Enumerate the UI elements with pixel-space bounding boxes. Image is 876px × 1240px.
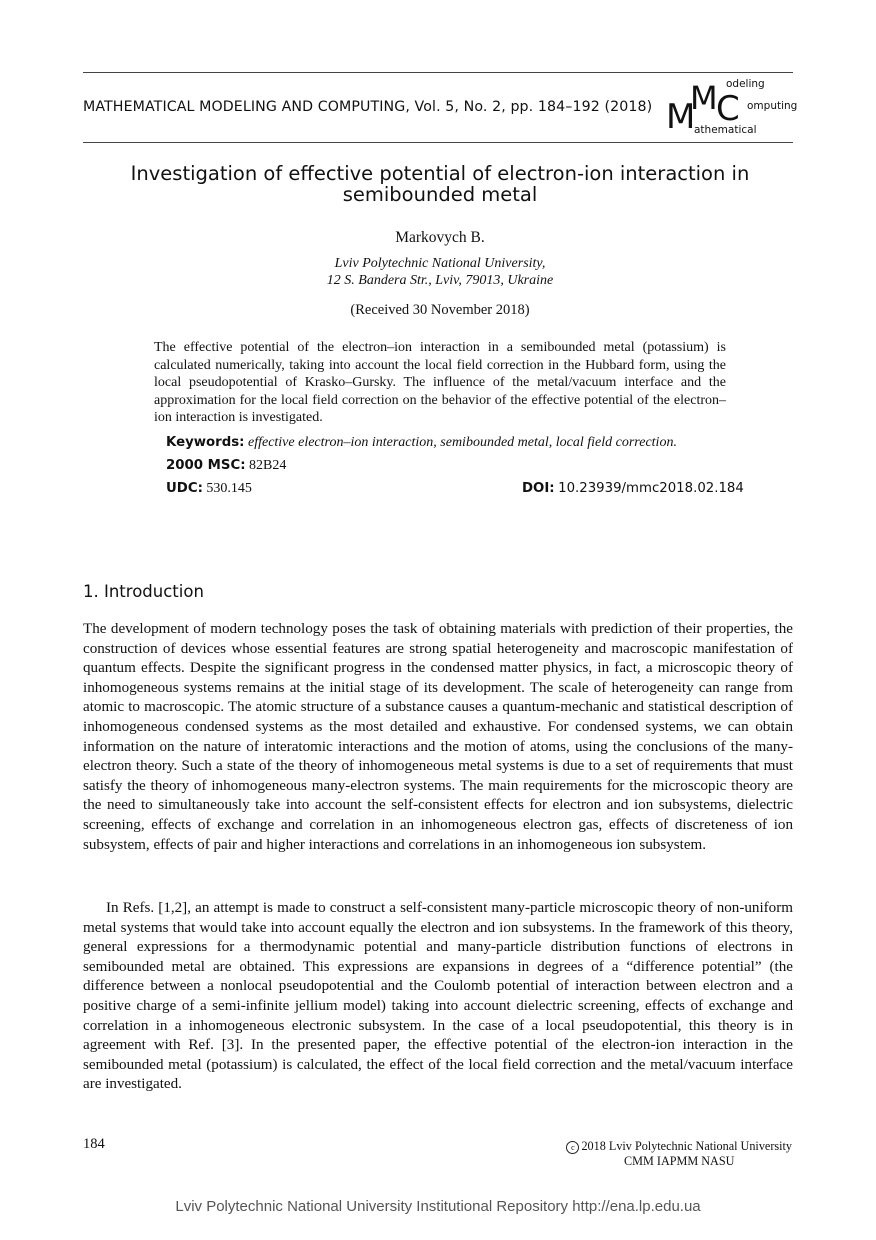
udc-value: 530.145 xyxy=(206,481,252,496)
intro-paragraph-2: In Refs. [1,2], an attempt is made to construct a self-consistent many-particle microscopic theory of non-uniform metal systems that would take into account equally the electron and ion subsystems. In the framework of this theory, general expressions for a thermodynamic potential and many-particle distribution functions of electrons in semibounded metal are obtained. This expressions are expansions in degrees of a “difference potential” (the difference between a nonlocal pseudopotential and the Coulomb potential of interaction between electron and a positive charge of a semi-infinite jellium model) taking into account dielectric screening, effects of exchange and correlation in a inhomogeneous electronic subsystem. In the case of a local pseudopotential, this theory is in agreement with Ref. [3]. In the presented paper, the effective potential of the electron-ion interaction in the semibounded metal (potassium) is calculated, the effect of the local field correction and the metal/vacuum interface are investigated. xyxy=(83,900,793,1093)
received-date: (Received 30 November 2018) xyxy=(350,302,530,318)
logo-letter-c-computing: C xyxy=(716,89,740,129)
udc-code xyxy=(166,481,252,497)
page-number: 184 xyxy=(83,1136,105,1152)
copyright-notice xyxy=(566,1139,792,1169)
intro-paragraph-1: The development of modern technology poses the task of obtaining materials with prediction of their properties, the construction of devices whose essential features are strong spatial heterogeneity and macroscopic manifestation of quantum effects. Despite the significant progress in the condensed matter physics, in fact, a microscopic theory of inhomogeneous systems remains at the initial stage of its development. The scale of heterogeneity can range from atomic to macroscopic. The atomic structure of a substance causes a quantum-mechanic and statistical description of inhomogeneous condensed systems as the most detailed and exhaustive. For condensed systems, we can obtain information on the nature of interatomic interactions and the motion of atoms, using the conclusions of the many-electron theory. Such a state of the theory of inhomogeneous metal systems is due to a set of requirements that must satisfy the theory of inhomogeneous many-electron systems. The main requirements for the microscopic theory are the need to simultaneously take into account the self-consistent effects for electron and ion subsystems, dielectric screening, effects of exchange and correlation in an inhomogeneous electron gas, effects of discreteness of ion subsystem, effects of pair and higher interactions and correlations in an inhomogeneous ion subsystem. xyxy=(83,621,793,853)
doi xyxy=(522,481,744,497)
journal-logo xyxy=(663,78,803,140)
msc-code xyxy=(166,458,286,474)
author: Markovych B. xyxy=(395,229,485,246)
logo-word-computing: omputing xyxy=(747,100,798,112)
logo-word-mathematical: athematical xyxy=(694,124,757,136)
header-bottom-rule xyxy=(83,142,793,143)
copyright-line-2: CMM IAPMM NASU xyxy=(624,1154,735,1168)
journal-citation: MATHEMATICAL MODELING AND COMPUTING, Vol. 5, No. 2, pp. 184–192 (2018) xyxy=(83,99,653,115)
logo-word-modeling: odeling xyxy=(726,78,765,90)
doi-value: 10.23939/mmc2018.02.184 xyxy=(558,481,744,496)
article-title: Investigation of effective potential of electron-ion interaction in semibounded metal xyxy=(130,162,750,206)
keywords-value: effective electron–ion interaction, semibounded metal, local field correction. xyxy=(247,435,677,450)
keywords xyxy=(166,435,677,451)
repository-footer: Lviv Polytechnic National University Institutional Repository http://ena.lp.edu.ua xyxy=(175,1198,701,1215)
msc-value: 82B24 xyxy=(249,458,287,473)
doi-label: DOI: xyxy=(522,481,555,496)
affiliation-line-2: 12 S. Bandera Str., Lviv, 79013, Ukraine xyxy=(326,273,554,288)
section-heading-introduction: 1. Introduction xyxy=(83,582,204,601)
affiliation-line-1: Lviv Polytechnic National University, xyxy=(334,256,546,271)
logo-letter-m-modeling: M xyxy=(690,79,718,117)
copyright-icon: c xyxy=(566,1141,579,1154)
logo-letter-m-mathematical: M xyxy=(666,97,696,137)
msc-label: 2000 MSC: xyxy=(166,458,246,473)
header-top-rule xyxy=(83,72,793,73)
udc-label: UDC: xyxy=(166,481,203,496)
abstract: The effective potential of the electron–ion interaction in a semibounded metal (potassium) is calculated numerically, taking into account the local field correction in the Hubbard form, using the local pseudopotential of Krasko–Gursky. The influence of the metal/vacuum interface and the approximation for the local field correction on the behavior of the effective potential of the electron–ion interaction is investigated. xyxy=(154,340,726,425)
keywords-label: Keywords: xyxy=(166,435,245,450)
copyright-text: 2018 Lviv Polytechnic National University xyxy=(581,1139,792,1153)
copyright-line-1 xyxy=(566,1139,792,1154)
